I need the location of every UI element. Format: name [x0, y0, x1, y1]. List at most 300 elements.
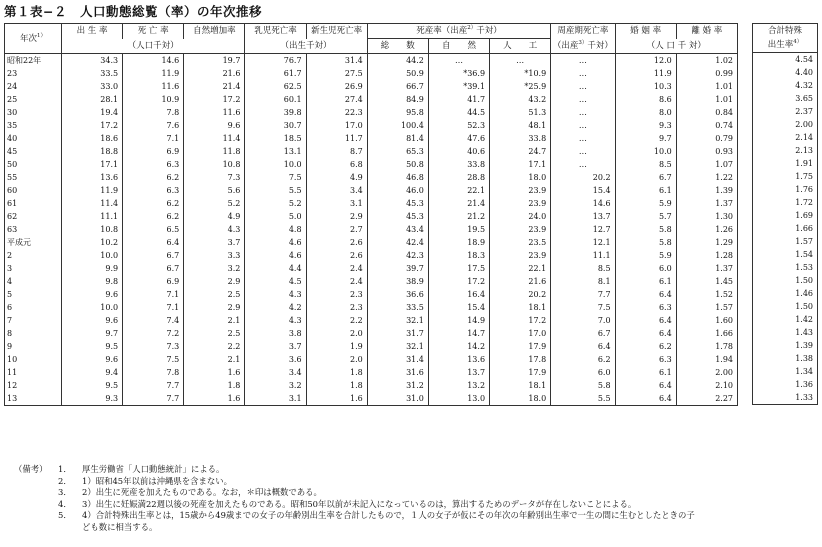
table-row: [5, 366, 738, 379]
note-item: [14, 476, 820, 488]
cell-stillbirth-natural: 14.2: [428, 340, 489, 353]
header-tfr-line2: 出生率$^{4)}$: [753, 38, 818, 53]
cell-stillbirth-artificial: *25.9: [490, 80, 551, 93]
row-year: 60: [5, 184, 62, 197]
cell-infant-mortality: 7.5: [245, 171, 306, 184]
cell-birth-rate: 9.6: [61, 314, 122, 327]
cell-neonatal-mortality: 1.8: [306, 379, 367, 392]
cell-neonatal-mortality: 2.9: [306, 210, 367, 223]
cell-marriage-rate: 8.5: [615, 158, 676, 171]
row-year: 7: [5, 314, 62, 327]
table-row: [5, 119, 738, 132]
cell-stillbirth-total: 100.4: [367, 119, 428, 132]
cell-birth-rate: 11.1: [61, 210, 122, 223]
cell-perinatal-mortality: 11.1: [551, 249, 615, 262]
cell-tfr: 2.37: [753, 105, 818, 118]
cell-natural-increase: 5.6: [184, 184, 245, 197]
cell-neonatal-mortality: 2.2: [306, 314, 367, 327]
note-index: 4．: [58, 498, 72, 509]
table-row: [753, 196, 818, 209]
row-year: 10: [5, 353, 62, 366]
cell-death-rate: 6.2: [123, 171, 184, 184]
cell-stillbirth-total: 50.8: [367, 158, 428, 171]
cell-stillbirth-artificial: 43.2: [490, 93, 551, 106]
table-row: [753, 144, 818, 157]
cell-perinatal-mortality: 13.7: [551, 210, 615, 223]
cell-infant-mortality: 4.5: [245, 275, 306, 288]
cell-perinatal-mortality: …: [551, 158, 615, 171]
cell-tfr: 2.13: [753, 144, 818, 157]
cell-death-rate: 6.3: [123, 158, 184, 171]
cell-birth-rate: 9.9: [61, 262, 122, 275]
cell-birth-rate: 10.8: [61, 223, 122, 236]
cell-divorce-rate: 1.78: [676, 340, 737, 353]
cell-stillbirth-natural: 28.8: [428, 171, 489, 184]
header-infant-mortality: 乳児死亡率: [245, 24, 306, 39]
cell-neonatal-mortality: 2.6: [306, 249, 367, 262]
cell-divorce-rate: 1.60: [676, 314, 737, 327]
row-year: 4: [5, 275, 62, 288]
table-row: [5, 197, 738, 210]
table-row: [5, 392, 738, 406]
cell-divorce-rate: 1.37: [676, 262, 737, 275]
table-row: [5, 106, 738, 119]
cell-tfr: 1.75: [753, 170, 818, 183]
cell-stillbirth-artificial: …: [490, 54, 551, 68]
cell-neonatal-mortality: 27.4: [306, 93, 367, 106]
cell-natural-increase: 11.4: [184, 132, 245, 145]
table-row: [5, 353, 738, 366]
cell-perinatal-mortality: 8.5: [551, 262, 615, 275]
cell-natural-increase: 2.5: [184, 327, 245, 340]
cell-natural-increase: 1.6: [184, 366, 245, 379]
row-year: 55: [5, 171, 62, 184]
cell-tfr: 1.34: [753, 365, 818, 378]
table-row: [5, 93, 738, 106]
table-row: [5, 262, 738, 275]
header-year: 年次$^{1)}$: [5, 24, 62, 54]
cell-tfr: 1.54: [753, 248, 818, 261]
cell-stillbirth-artificial: 23.9: [490, 197, 551, 210]
cell-stillbirth-artificial: 18.1: [490, 301, 551, 314]
cell-birth-rate: 11.4: [61, 197, 122, 210]
cell-death-rate: 7.7: [123, 392, 184, 406]
cell-marriage-rate: 10.0: [615, 145, 676, 158]
cell-divorce-rate: 1.94: [676, 353, 737, 366]
cell-infant-mortality: 61.7: [245, 67, 306, 80]
cell-natural-increase: 3.7: [184, 236, 245, 249]
table-row: [753, 79, 818, 92]
cell-infant-mortality: 4.6: [245, 236, 306, 249]
cell-tfr: 1.53: [753, 261, 818, 274]
cell-marriage-rate: 12.0: [615, 54, 676, 68]
cell-birth-rate: 9.7: [61, 327, 122, 340]
cell-divorce-rate: 1.39: [676, 184, 737, 197]
cell-stillbirth-total: 31.6: [367, 366, 428, 379]
note-index: 5．: [58, 510, 72, 521]
cell-death-rate: 6.2: [123, 210, 184, 223]
cell-marriage-rate: 6.4: [615, 379, 676, 392]
cell-tfr: 1.42: [753, 313, 818, 326]
cell-natural-increase: 21.4: [184, 80, 245, 93]
table-row: [5, 340, 738, 353]
cell-divorce-rate: 1.37: [676, 197, 737, 210]
cell-stillbirth-natural: 52.3: [428, 119, 489, 132]
cell-birth-rate: 9.4: [61, 366, 122, 379]
cell-infant-mortality: 4.6: [245, 249, 306, 262]
cell-stillbirth-artificial: 18.1: [490, 379, 551, 392]
cell-birth-rate: 17.2: [61, 119, 122, 132]
cell-tfr: 1.46: [753, 287, 818, 300]
cell-infant-mortality: 3.7: [245, 340, 306, 353]
note-text: 3）出生に妊娠満22週以後の死産を加えたものである。昭和50年以前が未記入になっているのは，算出するためのデータが存在しないことによる。: [82, 498, 637, 509]
cell-marriage-rate: 8.6: [615, 93, 676, 106]
table-row: [753, 339, 818, 352]
cell-natural-increase: 2.5: [184, 288, 245, 301]
cell-stillbirth-natural: 14.7: [428, 327, 489, 340]
cell-neonatal-mortality: 8.7: [306, 145, 367, 158]
cell-infant-mortality: 3.2: [245, 379, 306, 392]
header-neonatal-mortality: 新生児死亡率: [306, 24, 367, 39]
cell-stillbirth-artificial: 21.6: [490, 275, 551, 288]
cell-tfr: 1.69: [753, 209, 818, 222]
cell-death-rate: 11.9: [123, 67, 184, 80]
cell-stillbirth-artificial: *10.9: [490, 67, 551, 80]
cell-neonatal-mortality: 31.4: [306, 54, 367, 68]
cell-natural-increase: 10.8: [184, 158, 245, 171]
cell-marriage-rate: 6.7: [615, 171, 676, 184]
cell-natural-increase: 2.1: [184, 353, 245, 366]
cell-death-rate: 6.7: [123, 262, 184, 275]
table-row: [753, 287, 818, 300]
cell-infant-mortality: 62.5: [245, 80, 306, 93]
row-year: 30: [5, 106, 62, 119]
cell-perinatal-mortality: …: [551, 106, 615, 119]
cell-tfr: 1.43: [753, 326, 818, 339]
note-text: 2）出生に死産を加えたものである。なお，＊印は概数である。: [82, 487, 322, 498]
cell-natural-increase: 2.9: [184, 275, 245, 288]
cell-perinatal-mortality: 7.0: [551, 314, 615, 327]
cell-stillbirth-artificial: 17.1: [490, 158, 551, 171]
cell-perinatal-mortality: 5.8: [551, 379, 615, 392]
cell-stillbirth-natural: …: [428, 54, 489, 68]
cell-infant-mortality: 13.1: [245, 145, 306, 158]
cell-natural-increase: 19.7: [184, 54, 245, 68]
cell-death-rate: 7.8: [123, 106, 184, 119]
cell-birth-rate: 10.0: [61, 249, 122, 262]
cell-neonatal-mortality: 2.7: [306, 223, 367, 236]
cell-death-rate: 7.1: [123, 132, 184, 145]
header-tfr-line1: 合計特殊: [753, 24, 818, 39]
cell-stillbirth-artificial: 18.0: [490, 392, 551, 406]
cell-stillbirth-total: 46.0: [367, 184, 428, 197]
table-row: [753, 105, 818, 118]
cell-birth-rate: 34.3: [61, 54, 122, 68]
cell-stillbirth-natural: 18.9: [428, 236, 489, 249]
cell-tfr: 1.36: [753, 378, 818, 391]
cell-birth-rate: 11.9: [61, 184, 122, 197]
table-row: [753, 274, 818, 287]
cell-stillbirth-artificial: 24.0: [490, 210, 551, 223]
cell-birth-rate: 33.5: [61, 67, 122, 80]
row-year: 6: [5, 301, 62, 314]
cell-natural-increase: 11.8: [184, 145, 245, 158]
table-row: [5, 80, 738, 93]
cell-divorce-rate: 0.74: [676, 119, 737, 132]
cell-divorce-rate: 1.22: [676, 171, 737, 184]
cell-tfr: 1.33: [753, 391, 818, 405]
cell-stillbirth-natural: 14.9: [428, 314, 489, 327]
cell-death-rate: 6.5: [123, 223, 184, 236]
cell-stillbirth-natural: 41.7: [428, 93, 489, 106]
cell-infant-mortality: 76.7: [245, 54, 306, 68]
cell-marriage-rate: 5.8: [615, 223, 676, 236]
cell-birth-rate: 9.6: [61, 288, 122, 301]
cell-divorce-rate: 0.79: [676, 132, 737, 145]
cell-stillbirth-natural: 18.3: [428, 249, 489, 262]
cell-death-rate: 6.3: [123, 184, 184, 197]
cell-natural-increase: 9.6: [184, 119, 245, 132]
row-year: 24: [5, 80, 62, 93]
cell-neonatal-mortality: 1.6: [306, 392, 367, 406]
cell-perinatal-mortality: …: [551, 80, 615, 93]
cell-infant-mortality: 3.4: [245, 366, 306, 379]
cell-neonatal-mortality: 6.8: [306, 158, 367, 171]
cell-stillbirth-total: 50.9: [367, 67, 428, 80]
notes-label: [14, 476, 58, 488]
cell-death-rate: 7.1: [123, 288, 184, 301]
cell-neonatal-mortality: 11.7: [306, 132, 367, 145]
cell-marriage-rate: 6.2: [615, 340, 676, 353]
cell-death-rate: 6.7: [123, 249, 184, 262]
table-row: [753, 222, 818, 235]
row-year: 63: [5, 223, 62, 236]
cell-death-rate: 7.4: [123, 314, 184, 327]
cell-stillbirth-natural: 33.8: [428, 158, 489, 171]
table-row: [753, 391, 818, 405]
row-year: 25: [5, 93, 62, 106]
table-row: [753, 248, 818, 261]
cell-stillbirth-artificial: 23.9: [490, 223, 551, 236]
cell-neonatal-mortality: 2.3: [306, 301, 367, 314]
cell-neonatal-mortality: 2.0: [306, 327, 367, 340]
cell-infant-mortality: 10.0: [245, 158, 306, 171]
header-divorce-rate: 離 婚 率: [676, 24, 737, 39]
cell-neonatal-mortality: 3.1: [306, 197, 367, 210]
cell-birth-rate: 13.6: [61, 171, 122, 184]
note-index: 3．: [58, 487, 72, 498]
header-natural-increase: 自然増加率: [184, 24, 245, 39]
cell-stillbirth-natural: 15.4: [428, 301, 489, 314]
cell-stillbirth-natural: 13.6: [428, 353, 489, 366]
header-perinatal-mortality: 周産期死亡率: [551, 24, 615, 39]
cell-infant-mortality: 4.2: [245, 301, 306, 314]
cell-death-rate: 7.7: [123, 379, 184, 392]
cell-death-rate: 7.8: [123, 366, 184, 379]
cell-stillbirth-artificial: 17.9: [490, 340, 551, 353]
cell-infant-mortality: 3.6: [245, 353, 306, 366]
cell-natural-increase: 17.2: [184, 93, 245, 106]
cell-stillbirth-natural: 19.5: [428, 223, 489, 236]
cell-stillbirth-artificial: 23.9: [490, 184, 551, 197]
note-item: [14, 510, 820, 522]
notes-label: [14, 499, 58, 511]
cell-perinatal-mortality: …: [551, 67, 615, 80]
note-item: [14, 464, 820, 476]
cell-perinatal-mortality: …: [551, 132, 615, 145]
cell-stillbirth-natural: 22.1: [428, 184, 489, 197]
row-year: 23: [5, 67, 62, 80]
cell-death-rate: 7.2: [123, 327, 184, 340]
header-stillbirth-total: 総 数: [367, 39, 428, 54]
cell-stillbirth-total: 43.4: [367, 223, 428, 236]
cell-infant-mortality: 4.4: [245, 262, 306, 275]
table-row: [753, 157, 818, 170]
cell-birth-rate: 19.4: [61, 106, 122, 119]
row-year: 9: [5, 340, 62, 353]
cell-marriage-rate: 9.3: [615, 119, 676, 132]
cell-stillbirth-artificial: 24.7: [490, 145, 551, 158]
cell-stillbirth-total: 36.6: [367, 288, 428, 301]
cell-birth-rate: 17.1: [61, 158, 122, 171]
cell-birth-rate: 18.8: [61, 145, 122, 158]
table-row: [5, 132, 738, 145]
cell-stillbirth-total: 42.4: [367, 236, 428, 249]
table-row: [753, 326, 818, 339]
cell-divorce-rate: 2.27: [676, 392, 737, 406]
table-row: [753, 235, 818, 248]
header-perinatal-unit: （出産$^{3)}$千対）: [551, 39, 615, 54]
notes-label: [14, 487, 58, 499]
cell-neonatal-mortality: 2.0: [306, 353, 367, 366]
cell-death-rate: 11.6: [123, 80, 184, 93]
cell-tfr: 2.00: [753, 118, 818, 131]
note-index: 1．: [58, 464, 72, 474]
cell-stillbirth-artificial: 17.2: [490, 314, 551, 327]
cell-neonatal-mortality: 27.5: [306, 67, 367, 80]
cell-stillbirth-artificial: 18.0: [490, 171, 551, 184]
cell-natural-increase: 2.9: [184, 301, 245, 314]
row-year: 50: [5, 158, 62, 171]
header-stillbirth-natural: 自 然: [428, 39, 489, 54]
cell-natural-increase: 4.3: [184, 223, 245, 236]
cell-stillbirth-artificial: 17.8: [490, 353, 551, 366]
table-row: [753, 66, 818, 79]
cell-tfr: 1.57: [753, 235, 818, 248]
cell-natural-increase: 3.3: [184, 249, 245, 262]
table-row: [753, 209, 818, 222]
cell-perinatal-mortality: 5.5: [551, 392, 615, 406]
cell-birth-rate: 10.2: [61, 236, 122, 249]
cell-tfr: 1.39: [753, 339, 818, 352]
cell-tfr: 1.50: [753, 300, 818, 313]
cell-divorce-rate: 1.26: [676, 223, 737, 236]
cell-marriage-rate: 6.4: [615, 392, 676, 406]
cell-infant-mortality: 5.5: [245, 184, 306, 197]
cell-death-rate: 14.6: [123, 54, 184, 68]
cell-natural-increase: 2.1: [184, 314, 245, 327]
cell-birth-rate: 28.1: [61, 93, 122, 106]
cell-neonatal-mortality: 2.6: [306, 236, 367, 249]
cell-natural-increase: 5.2: [184, 197, 245, 210]
cell-stillbirth-total: 31.2: [367, 379, 428, 392]
table-row: [753, 352, 818, 365]
cell-marriage-rate: 6.1: [615, 275, 676, 288]
cell-divorce-rate: 2.00: [676, 366, 737, 379]
note-continuation: ども数に相当する。: [82, 521, 158, 532]
cell-tfr: 1.38: [753, 352, 818, 365]
cell-stillbirth-artificial: 17.0: [490, 327, 551, 340]
row-year: 11: [5, 366, 62, 379]
cell-stillbirth-total: 66.7: [367, 80, 428, 93]
cell-stillbirth-artificial: 48.1: [490, 119, 551, 132]
cell-divorce-rate: 1.29: [676, 236, 737, 249]
cell-stillbirth-total: 31.4: [367, 353, 428, 366]
cell-stillbirth-total: 38.9: [367, 275, 428, 288]
cell-tfr: 4.40: [753, 66, 818, 79]
cell-death-rate: 7.5: [123, 353, 184, 366]
cell-perinatal-mortality: 7.5: [551, 301, 615, 314]
cell-natural-increase: 1.6: [184, 392, 245, 406]
cell-neonatal-mortality: 2.4: [306, 275, 367, 288]
table-row: [5, 301, 738, 314]
cell-stillbirth-total: 31.0: [367, 392, 428, 406]
cell-stillbirth-natural: 44.5: [428, 106, 489, 119]
cell-stillbirth-natural: 17.5: [428, 262, 489, 275]
cell-neonatal-mortality: 1.8: [306, 366, 367, 379]
cell-neonatal-mortality: 3.4: [306, 184, 367, 197]
cell-stillbirth-natural: 13.2: [428, 379, 489, 392]
cell-stillbirth-total: 42.3: [367, 249, 428, 262]
header-unit-births: （出生千対）: [245, 39, 367, 54]
table-row: [753, 261, 818, 274]
cell-stillbirth-total: 39.7: [367, 262, 428, 275]
cell-marriage-rate: 9.7: [615, 132, 676, 145]
cell-divorce-rate: 1.57: [676, 301, 737, 314]
cell-infant-mortality: 30.7: [245, 119, 306, 132]
cell-birth-rate: 9.6: [61, 353, 122, 366]
row-year: 2: [5, 249, 62, 262]
cell-divorce-rate: 0.99: [676, 67, 737, 80]
cell-natural-increase: 4.9: [184, 210, 245, 223]
cell-tfr: 4.32: [753, 79, 818, 92]
cell-neonatal-mortality: 2.4: [306, 262, 367, 275]
note-text: 厚生労働省「人口動態統計」による。: [82, 464, 225, 474]
cell-neonatal-mortality: 22.3: [306, 106, 367, 119]
table-row: [753, 118, 818, 131]
cell-marriage-rate: 5.9: [615, 249, 676, 262]
header-marriage-rate: 婚 姻 率: [615, 24, 676, 39]
cell-perinatal-mortality: 6.2: [551, 353, 615, 366]
cell-perinatal-mortality: 12.7: [551, 223, 615, 236]
page-title: 第１表−２ 人口動態総覧（率）の年次推移: [4, 4, 262, 19]
cell-stillbirth-total: 45.3: [367, 197, 428, 210]
cell-divorce-rate: 1.01: [676, 93, 737, 106]
row-year: 5: [5, 288, 62, 301]
cell-divorce-rate: 1.07: [676, 158, 737, 171]
cell-neonatal-mortality: 2.3: [306, 288, 367, 301]
cell-tfr: 1.76: [753, 183, 818, 196]
cell-infant-mortality: 39.8: [245, 106, 306, 119]
row-year: 13: [5, 392, 62, 406]
cell-perinatal-mortality: …: [551, 54, 615, 68]
cell-divorce-rate: 1.02: [676, 54, 737, 68]
cell-divorce-rate: 0.84: [676, 106, 737, 119]
row-year: 8: [5, 327, 62, 340]
row-year: 35: [5, 119, 62, 132]
cell-stillbirth-artificial: 33.8: [490, 132, 551, 145]
row-year: 昭和22年: [5, 54, 62, 68]
